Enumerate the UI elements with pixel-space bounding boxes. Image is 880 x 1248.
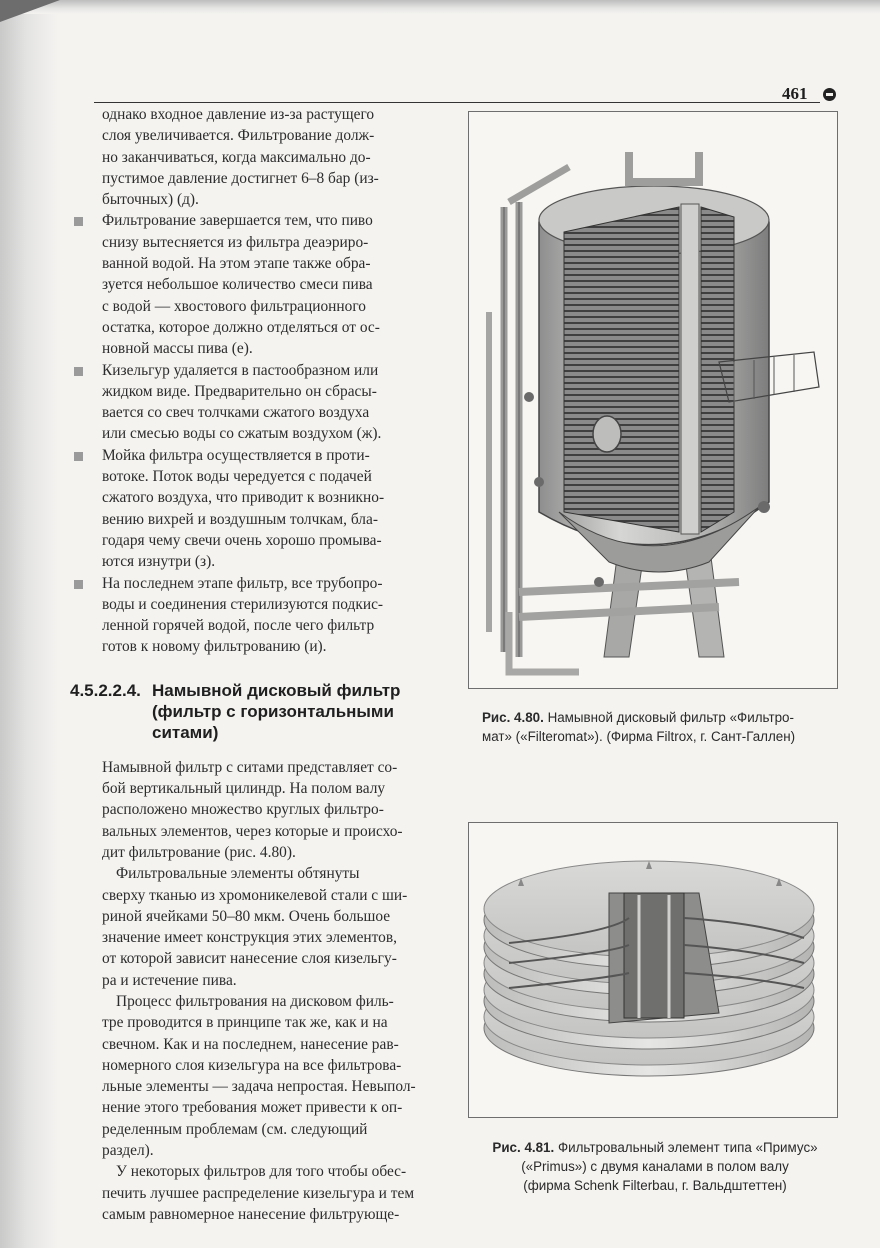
text-line: ются изнутри (з). xyxy=(102,553,216,571)
text-line: готов к новому фильтрованию (и). xyxy=(102,638,327,656)
section-number: 4.5.2.2.4. xyxy=(70,680,141,700)
text-line: свечном. Как и на последнем, нанесение рав- xyxy=(102,1035,399,1053)
text-line: значение имеет конструкция этих элементов, xyxy=(102,929,397,947)
figure-primus-element xyxy=(468,822,838,1118)
text-line: ределенным проблемам (см. следующий xyxy=(102,1120,368,1138)
figure-caption xyxy=(472,1138,838,1195)
text-line: сверху тканью из хромоникелевой стали с ши- xyxy=(102,886,408,904)
page-number: 461 xyxy=(782,84,808,103)
text-line: риной ячейками 50–80 мкм. Очень большое xyxy=(102,907,391,925)
text-line: Процесс фильтрования на дисковом филь- xyxy=(116,992,394,1010)
caption-text: Намывной дисковый фильтр «Фильтро- xyxy=(543,710,794,725)
body-paragraph xyxy=(70,991,448,1161)
text-line: пустимое давление достигнет 6–8 бар (из- xyxy=(102,169,379,187)
text-line: или смесью воды со сжатым воздухом (ж). xyxy=(102,425,382,443)
text-line: бой вертикальный цилиндр. На полом валу xyxy=(102,780,386,798)
text-line: Фильтровальные элементы обтянуты xyxy=(116,865,360,883)
left-column xyxy=(70,104,448,1225)
text-line: однако входное давление из-за растущего xyxy=(102,106,375,123)
figure-caption xyxy=(482,708,795,746)
caption-label: Рис. 4.80. xyxy=(482,710,544,725)
bullet-square-icon xyxy=(74,367,83,376)
body-paragraph xyxy=(70,1161,448,1225)
header-rule xyxy=(94,102,820,103)
text-line: тре проводится в принципе так же, как и на xyxy=(102,1014,388,1032)
heading-line: (фильтр с горизонтальными xyxy=(152,701,394,721)
text-line: дит фильтрование (рис. 4.80). xyxy=(102,843,296,861)
text-line: Фильтрование завершается тем, что пиво xyxy=(102,212,373,230)
text-line: вотоке. Поток воды чередуется с подачей xyxy=(102,468,372,486)
heading-line: Намывной дисковый фильтр xyxy=(152,680,401,700)
text-line: ванной водой. На этом этапе также обра- xyxy=(102,255,371,273)
bullet-item xyxy=(70,445,448,573)
text-line: У некоторых фильтров для того чтобы обес- xyxy=(116,1163,407,1181)
text-line: раздел). xyxy=(102,1142,154,1160)
text-line: вению вихрей и воздушным толчкам, бла- xyxy=(102,510,378,528)
text-line: снизу вытесняется из фильтра деаэриро- xyxy=(102,233,369,251)
text-line: Кизельгур удаляется в пастообразном или xyxy=(102,361,379,379)
text-line: ра и истечение пива. xyxy=(102,971,237,989)
text-line: расположено множество круглых фильтро- xyxy=(102,801,384,819)
text-line: зуется небольшое количество смеси пива xyxy=(102,276,373,294)
text-line: печить лучшее распределение кизельгура и тем xyxy=(102,1184,415,1202)
caption-text: мат» («Filteromat»). (Фирма Filtrox, г. Сант-Галлен) xyxy=(482,729,796,744)
text-line: номерного слоя кизельгура на все фильтрова- xyxy=(102,1056,402,1074)
text-line: воды и соединения стерилизуются подкис- xyxy=(102,595,384,613)
bullet-square-icon xyxy=(74,217,83,226)
text-line: жидком виде. Предварительно он сбрасы- xyxy=(102,382,377,400)
section-heading xyxy=(70,680,448,743)
text-line: На последнем этапе фильтр, все трубопро- xyxy=(102,574,383,592)
text-line: остатка, которое должно отделяться от ос- xyxy=(102,318,380,336)
text-line: нение этого требования может привести к оп- xyxy=(102,1099,403,1117)
bullet-square-icon xyxy=(74,580,83,589)
text-line: быточных) (д). xyxy=(102,191,199,209)
text-line: новной массы пива (е). xyxy=(102,340,253,358)
text-line: слоя увеличивается. Фильтрование долж- xyxy=(102,127,375,145)
paragraph-continued xyxy=(70,104,448,210)
text-line: Намывной фильтр с ситами представляет со- xyxy=(102,758,398,776)
figure-filteromat xyxy=(468,111,838,689)
filteromat-illustration xyxy=(469,112,837,688)
text-line: вается со свеч толчками сжатого воздуха xyxy=(102,404,370,422)
bullet-square-icon xyxy=(74,452,83,461)
caption-label: Рис. 4.81. xyxy=(492,1140,555,1155)
primus-element-illustration xyxy=(469,823,837,1117)
heading-line: ситами) xyxy=(152,722,219,742)
text-line: но заканчиваться, когда максимально до- xyxy=(102,148,371,166)
scan-shadow-top xyxy=(0,0,880,14)
body-paragraph xyxy=(70,863,448,991)
text-line: с водой — хвостового фильтрационного xyxy=(102,297,366,315)
caption-text: (фирма Schenk Filterbau, г. Вальдштеттен) xyxy=(523,1178,787,1193)
page-marker-icon xyxy=(823,88,836,101)
text-line: от которой зависит нанесение слоя кизельгу- xyxy=(102,950,397,968)
caption-text: Фильтровальный элемент типа «Примус» xyxy=(554,1140,818,1155)
bullet-item xyxy=(70,210,448,359)
text-line: льные элементы — задача непростая. Невыпол- xyxy=(102,1078,416,1096)
text-line: годаря чему свечи очень хорошо промыва- xyxy=(102,531,382,549)
text-line: вальных элементов, через которые и происхо- xyxy=(102,822,403,840)
text-line: ленной горячей водой, после чего фильтр xyxy=(102,617,375,635)
bullet-item xyxy=(70,360,448,445)
text-line: самым равномерное нанесение фильтрующе- xyxy=(102,1205,400,1223)
caption-text: («Primus») с двумя каналами в полом валу xyxy=(521,1159,789,1174)
body-paragraph xyxy=(70,757,448,863)
scan-shadow-left xyxy=(0,0,58,1248)
text-line: сжатого воздуха, что приводит к возникно- xyxy=(102,489,385,507)
text-line: Мойка фильтра осуществляется в проти- xyxy=(102,446,370,464)
bullet-item xyxy=(70,573,448,658)
